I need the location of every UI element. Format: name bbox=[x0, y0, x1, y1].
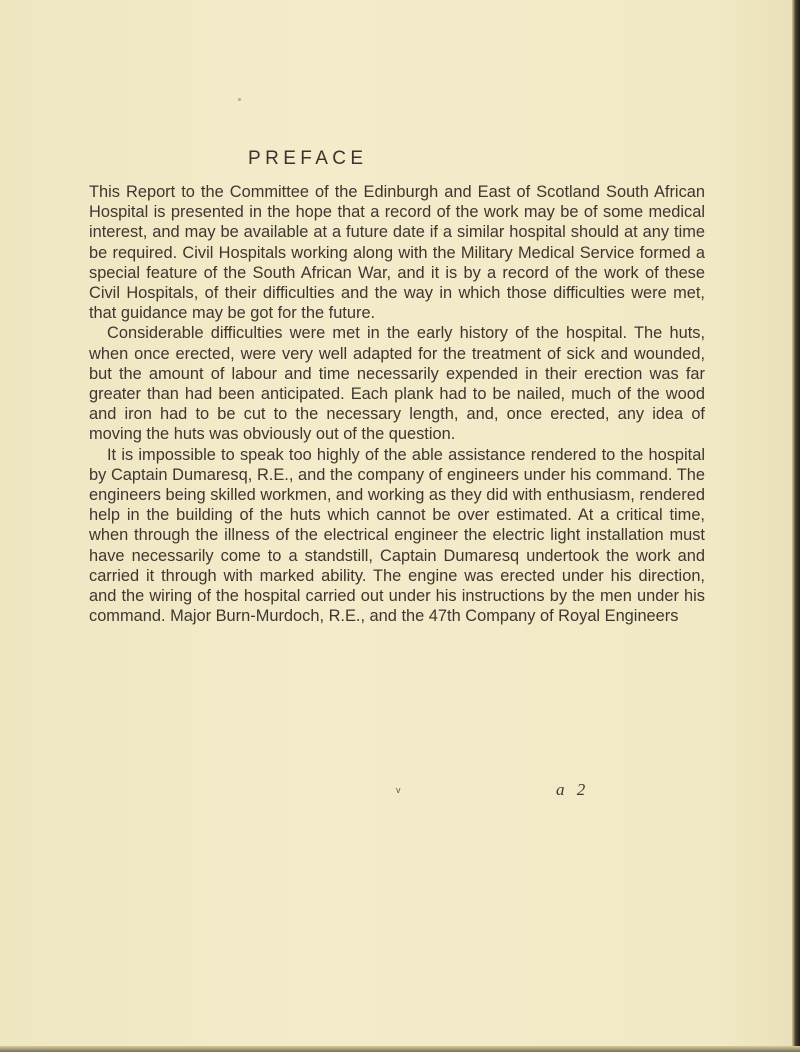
book-edge-bottom bbox=[0, 1046, 800, 1052]
paragraph-2: Considerable difficulties were met in the early history of the hospital. The huts, when once erected, were very well adapted for the treatment of sick and wounded, but the amount of labour and time necessarily expended in their erection was far greater than had been anticipated. Each plank had to be nailed, much of the wood and iron had to be cut to the necessary length, and, once erected, any idea of moving the huts was obviously out of the question. bbox=[89, 324, 705, 444]
body-text bbox=[89, 182, 705, 626]
page-title: PREFACE bbox=[248, 148, 368, 169]
page-number: a 2 bbox=[556, 780, 590, 799]
paragraph-3: It is impossible to speak too highly of the able assistance rendered to the hospital by Captain Dumaresq, R.E., and the company of engineers under his command. The engineers being skilled workmen, and working as they did with enthusiasm, rendered help in the building of the huts which cannot be over estimated. At a critical time, when through the illness of the electrical engineer the electric light installation must have necessarily come to a standstill, Captain Dumaresq undertook the work and carried it through with marked ability. The engine was erected under his direction, and the wiring of the hospital carried out under his instructions by the men under his command. Major Burn-Murdoch, R.E., and the 47th Company of Royal Engineers bbox=[89, 445, 705, 626]
ink-speck bbox=[238, 98, 241, 101]
signature-mark: v bbox=[396, 785, 401, 795]
paragraph-1: This Report to the Committee of the Edinburgh and East of Scotland South African Hospital is presented in the hope that a record of the work may be of some medical interest, and may be available at a future date if a similar hospital should at any time be required. Civil Hospitals working along with the Military Medical Service formed a special feature of the South African War, and it is by a record of the work of these Civil Hospitals, of their difficulties and the way in which those difficulties were met, that guidance may be got for the future. bbox=[89, 183, 705, 323]
book-edge-right bbox=[792, 0, 800, 1052]
